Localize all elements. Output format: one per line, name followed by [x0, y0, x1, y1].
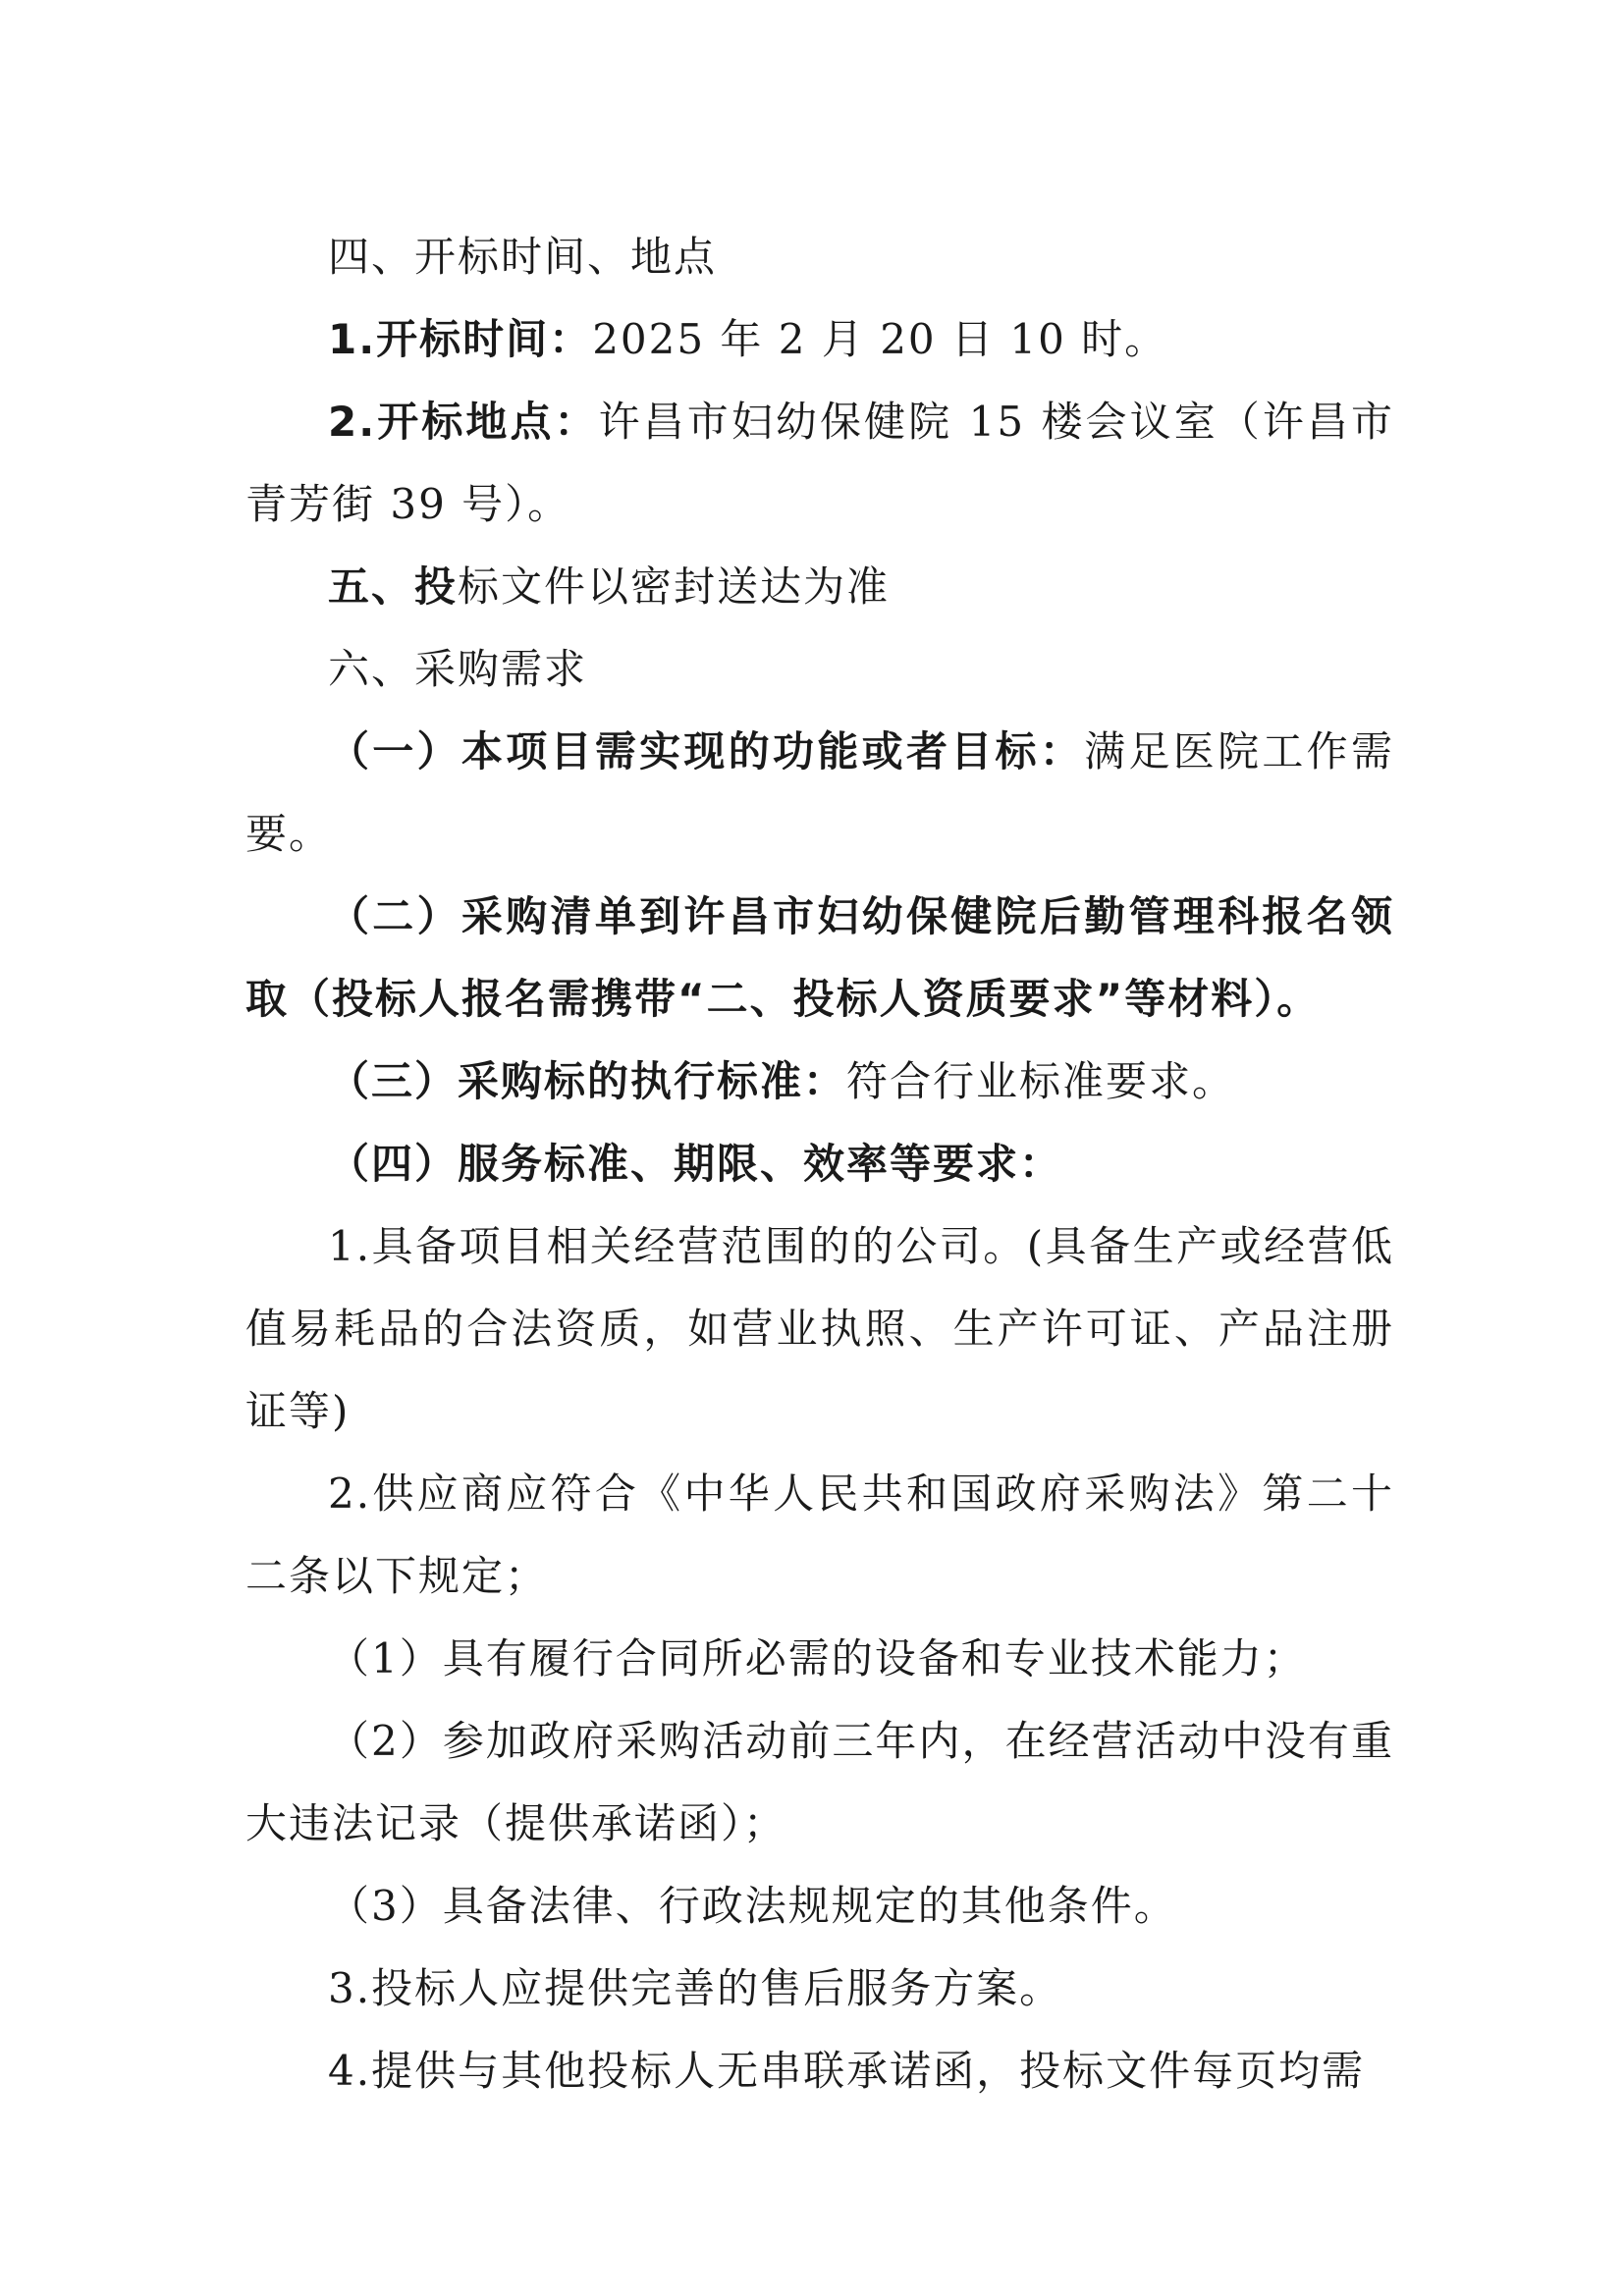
- requirement-2: 2.供应商应符合《中华人民共和国政府采购法》第二十二条以下规定；: [245, 1469, 1394, 1600]
- sub-1-line: [245, 711, 1394, 876]
- requirement-2-1: （1）具有履行合同所必需的设备和专业技术能力；: [328, 1634, 1307, 1682]
- opening-time-line: [245, 298, 1394, 381]
- opening-location-line: [245, 381, 1394, 546]
- section-5-heading: [245, 546, 1394, 628]
- requirement-1: 1.具备项目相关经营范围的的公司。(具备生产或经营低值易耗品的合法资质，如营业执照、生产许可证、产品注册证等): [245, 1222, 1394, 1435]
- sub-3-value: 符合行业标准要求。: [846, 1057, 1236, 1105]
- section-5-heading-rest: 标文件以密封送达为准: [458, 562, 891, 611]
- document-body: [245, 216, 1394, 2112]
- requirement-3: 3.投标人应提供完善的售后服务方案。: [328, 1964, 1063, 2012]
- requirement-4: 4.提供与其他投标人无串联承诺函，投标文件每页均需: [328, 2047, 1366, 2095]
- section-5-heading-bold: 五、投: [328, 562, 459, 611]
- sub-3-label: （三）采购标的执行标准：: [328, 1057, 847, 1105]
- sub-3-line: [245, 1041, 1394, 1123]
- opening-time-label: 1.开标时间：: [328, 315, 593, 363]
- requirement-2-3: （3）具备法律、行政法规规定的其他条件。: [328, 1882, 1177, 1930]
- sub-1-label: （一）本项目需实现的功能或者目标：: [328, 727, 1085, 775]
- section-4-heading: 四、开标时间、地点: [328, 233, 718, 281]
- requirement-2-2: （2）参加政府采购活动前三年内，在经营活动中没有重大违法记录（提供承诺函）；: [245, 1717, 1394, 1847]
- sub-1-value: 满足医院工作需要。: [245, 727, 1394, 858]
- opening-location-value: 许昌市妇幼保健院 15 楼会议室（许昌市青芳街 39 号）。: [245, 398, 1394, 528]
- section-6-heading: 六、采购需求: [328, 645, 588, 693]
- opening-location-label: 2.开标地点：: [328, 398, 599, 446]
- sub-2-line: （二）采购清单到许昌市妇幼保健院后勤管理科报名领取（投标人报名需携带“二、投标人资质要求”等材料）。: [245, 892, 1394, 1023]
- opening-time-value: 2025 年 2 月 20 日 10 时。: [592, 315, 1168, 363]
- sub-4-heading: （四）服务标准、期限、效率等要求：: [328, 1140, 1063, 1188]
